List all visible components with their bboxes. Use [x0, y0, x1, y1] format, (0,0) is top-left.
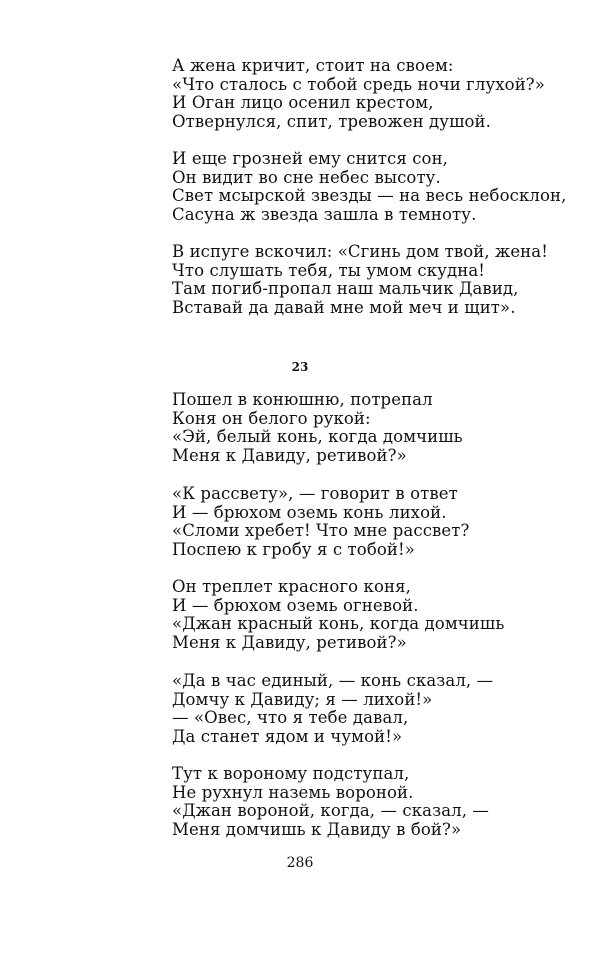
verse-line: Не рухнул наземь вороной. — [172, 782, 414, 802]
stanza-3 — [172, 243, 548, 317]
verse-line: И Оган лицо осенил крестом, — [172, 93, 434, 113]
stanza-6 — [172, 578, 504, 652]
verse-line: «Джан вороной, когда, — сказал, — — [172, 801, 490, 821]
stanza-1 — [172, 57, 545, 131]
verse-line: И — брюхом оземь конь лихой. — [172, 502, 447, 522]
verse-line: «К рассвету», — говорит в ответ — [172, 484, 458, 503]
verse-line: «Да в час единый, — конь сказал, — — [172, 671, 494, 690]
verse-line: А жена кричит, стоит на своем: — [172, 56, 454, 75]
verse-line: В испуге вскочил: «Сгинь дом твой, жена! — [172, 242, 548, 261]
verse-line: Отвернулся, спит, тревожен душой. — [172, 111, 491, 131]
verse-line: Да станет ядом и чумой!» — [172, 726, 403, 746]
verse-line: Тут к вороному подступал, — [172, 764, 410, 783]
verse-line: Коня он белого рукой: — [172, 408, 371, 428]
verse-line: «Что сталось с тобой средь ночи глухой?» — [172, 74, 545, 94]
verse-line: Поспею к гробу я с тобой!» — [172, 539, 415, 559]
verse-line: «Джан красный конь, когда домчишь — [172, 614, 505, 634]
stanza-8 — [172, 765, 489, 839]
verse-line: Пошел в конюшню, потрепал — [172, 390, 433, 409]
verse-line: Он видит во сне небес высоту. — [172, 167, 441, 187]
verse-line: Там погиб-пропал наш мальчик Давид, — [172, 279, 519, 299]
verse-line: Свет мсырской звезды — на весь небосклон, — [172, 186, 567, 206]
verse-line: Меня домчишь к Давиду в бой?» — [172, 819, 462, 839]
verse-line: «Сломи хребет! Что мне рассвет? — [172, 521, 470, 541]
section-number: 23 — [291, 360, 309, 374]
verse-line: Домчу к Давиду; я — лихой!» — [172, 689, 433, 709]
stanza-5 — [172, 485, 469, 559]
verse-line: — «Овес, что я тебе давал, — [172, 708, 409, 728]
verse-line: И еще грозней ему снится сон, — [172, 149, 449, 168]
verse-line: Меня к Давиду, ретивой?» — [172, 632, 407, 652]
stanza-7 — [172, 672, 493, 746]
verse-line: Он треплет красного коня, — [172, 577, 411, 596]
verse-line: Меня к Давиду, ретивой?» — [172, 445, 407, 465]
verse-line: «Эй, белый конь, когда домчишь — [172, 427, 463, 447]
page-number: 286 — [286, 855, 314, 871]
verse-line: Что слушать тебя, ты умом скудна! — [172, 260, 485, 280]
verse-line: Вставай да давай мне мой меч и щит». — [172, 297, 516, 317]
stanza-2 — [172, 150, 566, 224]
stanza-4 — [172, 391, 463, 465]
verse-line: И — брюхом оземь огневой. — [172, 595, 419, 615]
verse-line: Сасуна ж звезда зашла в темноту. — [172, 204, 477, 224]
